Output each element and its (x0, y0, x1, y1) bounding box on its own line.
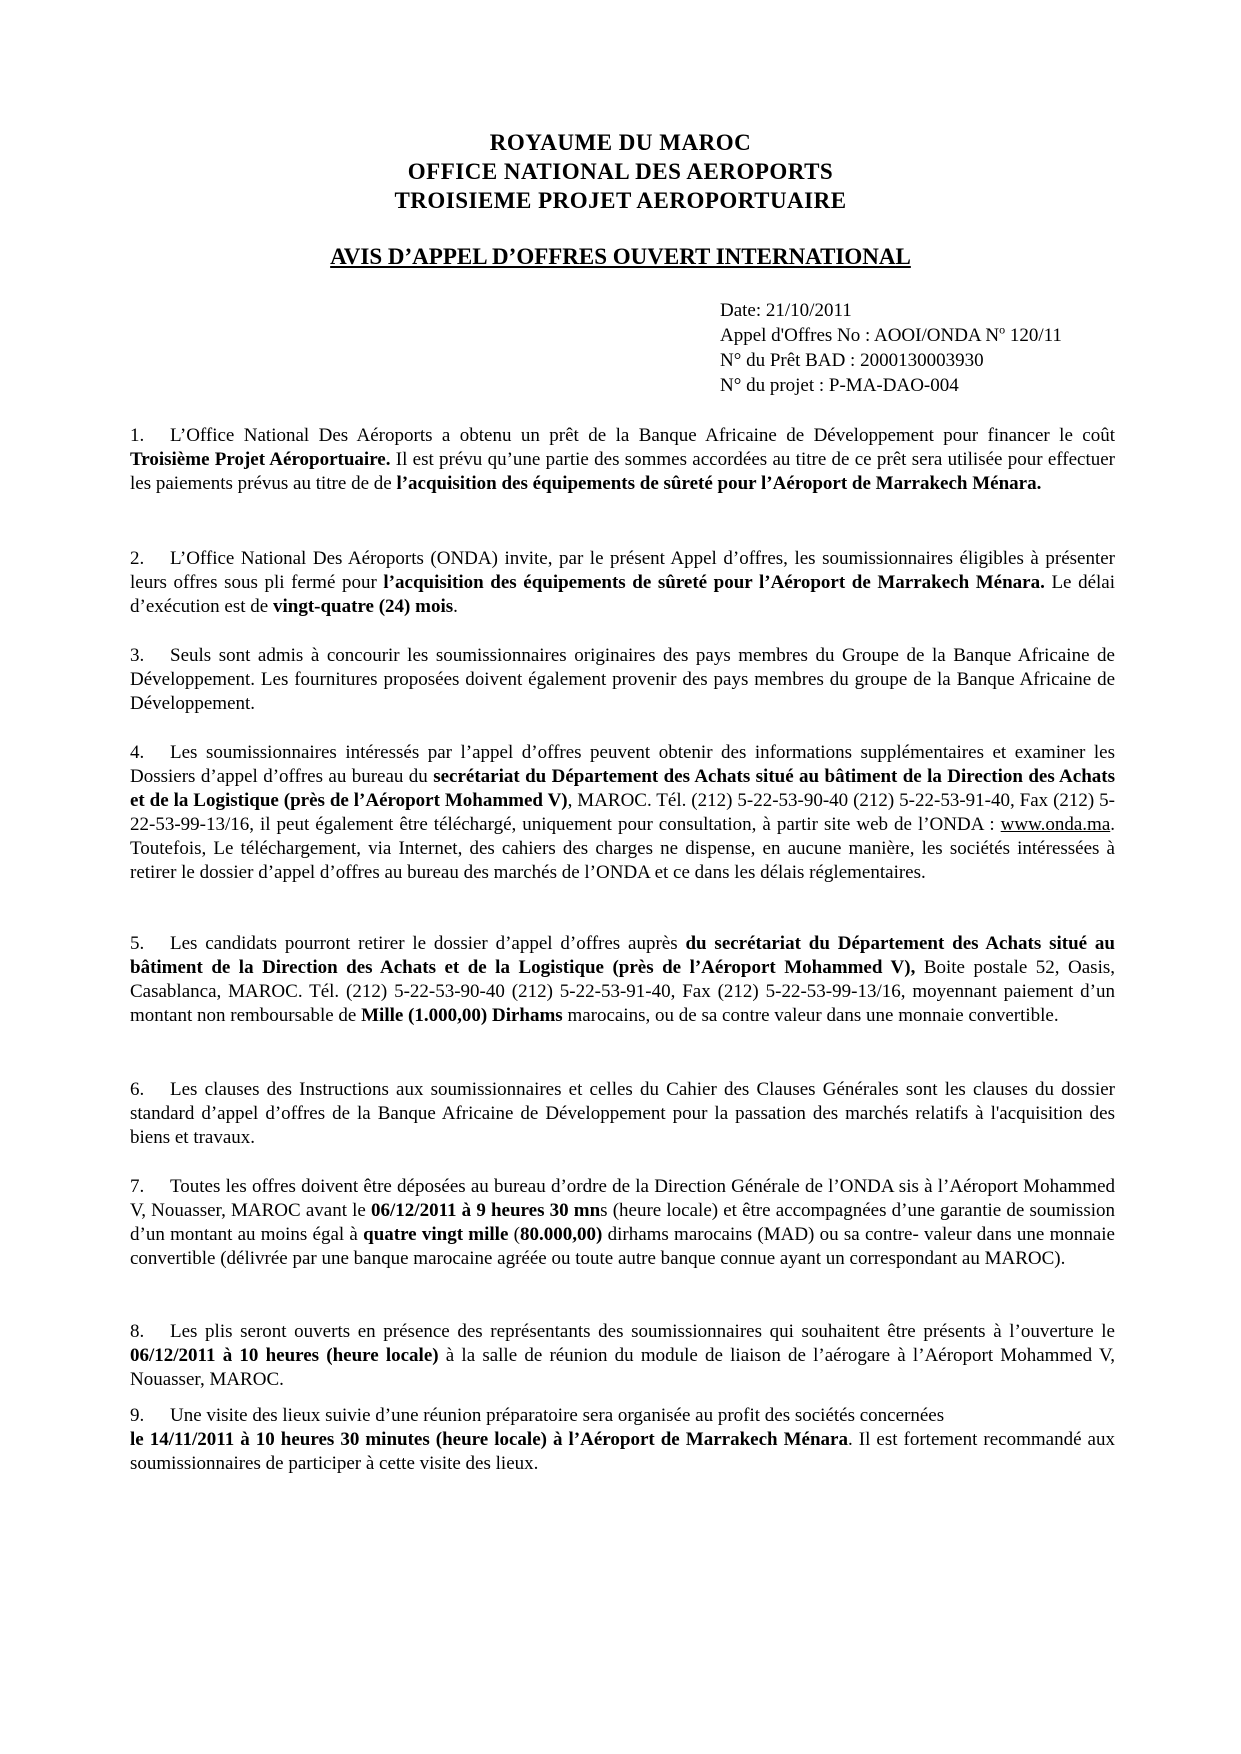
header-line-kingdom: ROYAUME DU MAROC (489, 130, 752, 155)
paragraph-6: 6. Les clauses des Instructions aux soumissionnaires et celles du Cahier des Clauses Générales sont les clauses du dossier standard d’appel d’offres de la Banque Africaine de Développement pour la passation des marchés relatifs à l'acquisition des biens et travaux. (130, 1079, 1115, 1148)
paragraph-5: 5. Les candidats pourront retirer le dossier d’appel d’offres auprès du secrétariat du Département des Achats situé au bâtiment de la Direction des Achats et de la Logistique (près de l’Aéroport Mohammed V), Boite postale 52, Oasis, Casablanca, MAROC. Tél. (212) 5-22-53-90-40 (212) 5-22-53-91-40, Fax (212) 5-22-53-99-13/16, moyennant paiement d’un montant non remboursable de Mille (1.000,00) Dirhams marocains, ou de sa contre valeur dans une monnaie convertible. (130, 933, 1115, 1026)
paragraph-9: 9. Une visite des lieux suivie d’une réunion préparatoire sera organisée au profit des sociétés concernées le 14/11/2011 à 10 heures 30 minutes (heure locale) à l’Aéroport de Marrakech Ménara. Il est fortement recommandé aux soumissionnaires de participer à cette visite des lieux. (130, 1405, 1115, 1474)
header-line-project: TROISIEME PROJET AEROPORTUAIRE (394, 188, 847, 213)
paragraph-3: 3. Seuls sont admis à concourir les soumissionnaires originaires des pays membres du Groupe de la Banque Africaine de Développement. Les fournitures proposées doivent également provenir des pays membres du groupe de la Banque Africaine de Développement. (130, 645, 1115, 714)
reference-tender-number: Appel d'Offres No : AOOI/ONDA $N^o$ 120/11 (720, 322, 1062, 346)
document-title: AVIS D’APPEL D’OFFRES OUVERT INTERNATIONAL (330, 244, 911, 269)
reference-loan-number: N° du Prêt BAD : 2000130003930 (720, 350, 984, 371)
reference-date: Date: 21/10/2011 (720, 300, 852, 321)
paragraph-8: 8. Les plis seront ouverts en présence des représentants des soumissionnaires qui souhaitent être présents à l’ouverture le 06/12/2011 à 10 heures (heure locale) à la salle de réunion du module de liaison de l’aérogare à l’Aéroport Mohammed V, Nouasser, MAROC. (130, 1321, 1115, 1390)
paragraph-1: 1. L’Office National Des Aéroports a obtenu un prêt de la Banque Africaine de Développement pour financer le coût Troisième Projet Aéroportuaire. Il est prévu qu’une partie des sommes accordées au titre de ce prêt sera utilisée pour effectuer les paiements prévus au titre de de l’acquisition des équipements de sûreté pour l’Aéroport de Marrakech Ménara. (130, 425, 1115, 494)
header-line-office: OFFICE NATIONAL DES AEROPORTS (407, 159, 834, 184)
onda-website-link[interactable]: www.onda.ma (1000, 814, 1111, 835)
paragraph-7: 7. Toutes les offres doivent être déposées au bureau d’ordre de la Direction Générale de l’ONDA sis à l’Aéroport Mohammed V, Nouasser, MAROC avant le 06/12/2011 à 9 heures 30 mns (heure locale) et être accompagnées d’une garantie de soumission d’un montant au moins égal à quatre vingt mille (80.000,00) dirhams marocains (MAD) ou sa contre- valeur dans une monnaie convertible (délivrée par une banque marocaine agréée ou toute autre banque connue ayant un correspondant au MAROC). (130, 1176, 1115, 1269)
reference-block (720, 298, 1062, 398)
paragraph-4: 4. Les soumissionnaires intéressés par l’appel d’offres peuvent obtenir des informations supplémentaires et examiner les Dossiers d’appel d’offres au bureau du secrétariat du Département des Achats situé au bâtiment de la Direction des Achats et de la Logistique (près de l’Aéroport Mohammed V), MAROC. Tél. (212) 5-22-53-90-40 (212) 5-22-53-91-40, Fax (212) 5-22-53-99-13/16, il peut également être téléchargé, uniquement pour consultation, à partir site web de l’ONDA : www.onda.ma. Toutefois, Le téléchargement, via Internet, des cahiers des charges ne dispense, en aucune manière, les sociétés intéressées à retirer le dossier d’appel d’offres au bureau des marchés de l’ONDA et ce dans les délais réglementaires. (130, 742, 1115, 883)
document-header (0, 128, 1241, 215)
paragraph-2: 2. L’Office National Des Aéroports (ONDA) invite, par le présent Appel d’offres, les soumissionnaires éligibles à présenter leurs offres sous pli fermé pour l’acquisition des équipements de sûreté pour l’Aéroport de Marrakech Ménara. Le délai d’exécution est de vingt-quatre (24) mois. (130, 548, 1115, 617)
reference-project-number: N° du projet : P-MA-DAO-004 (720, 375, 959, 396)
